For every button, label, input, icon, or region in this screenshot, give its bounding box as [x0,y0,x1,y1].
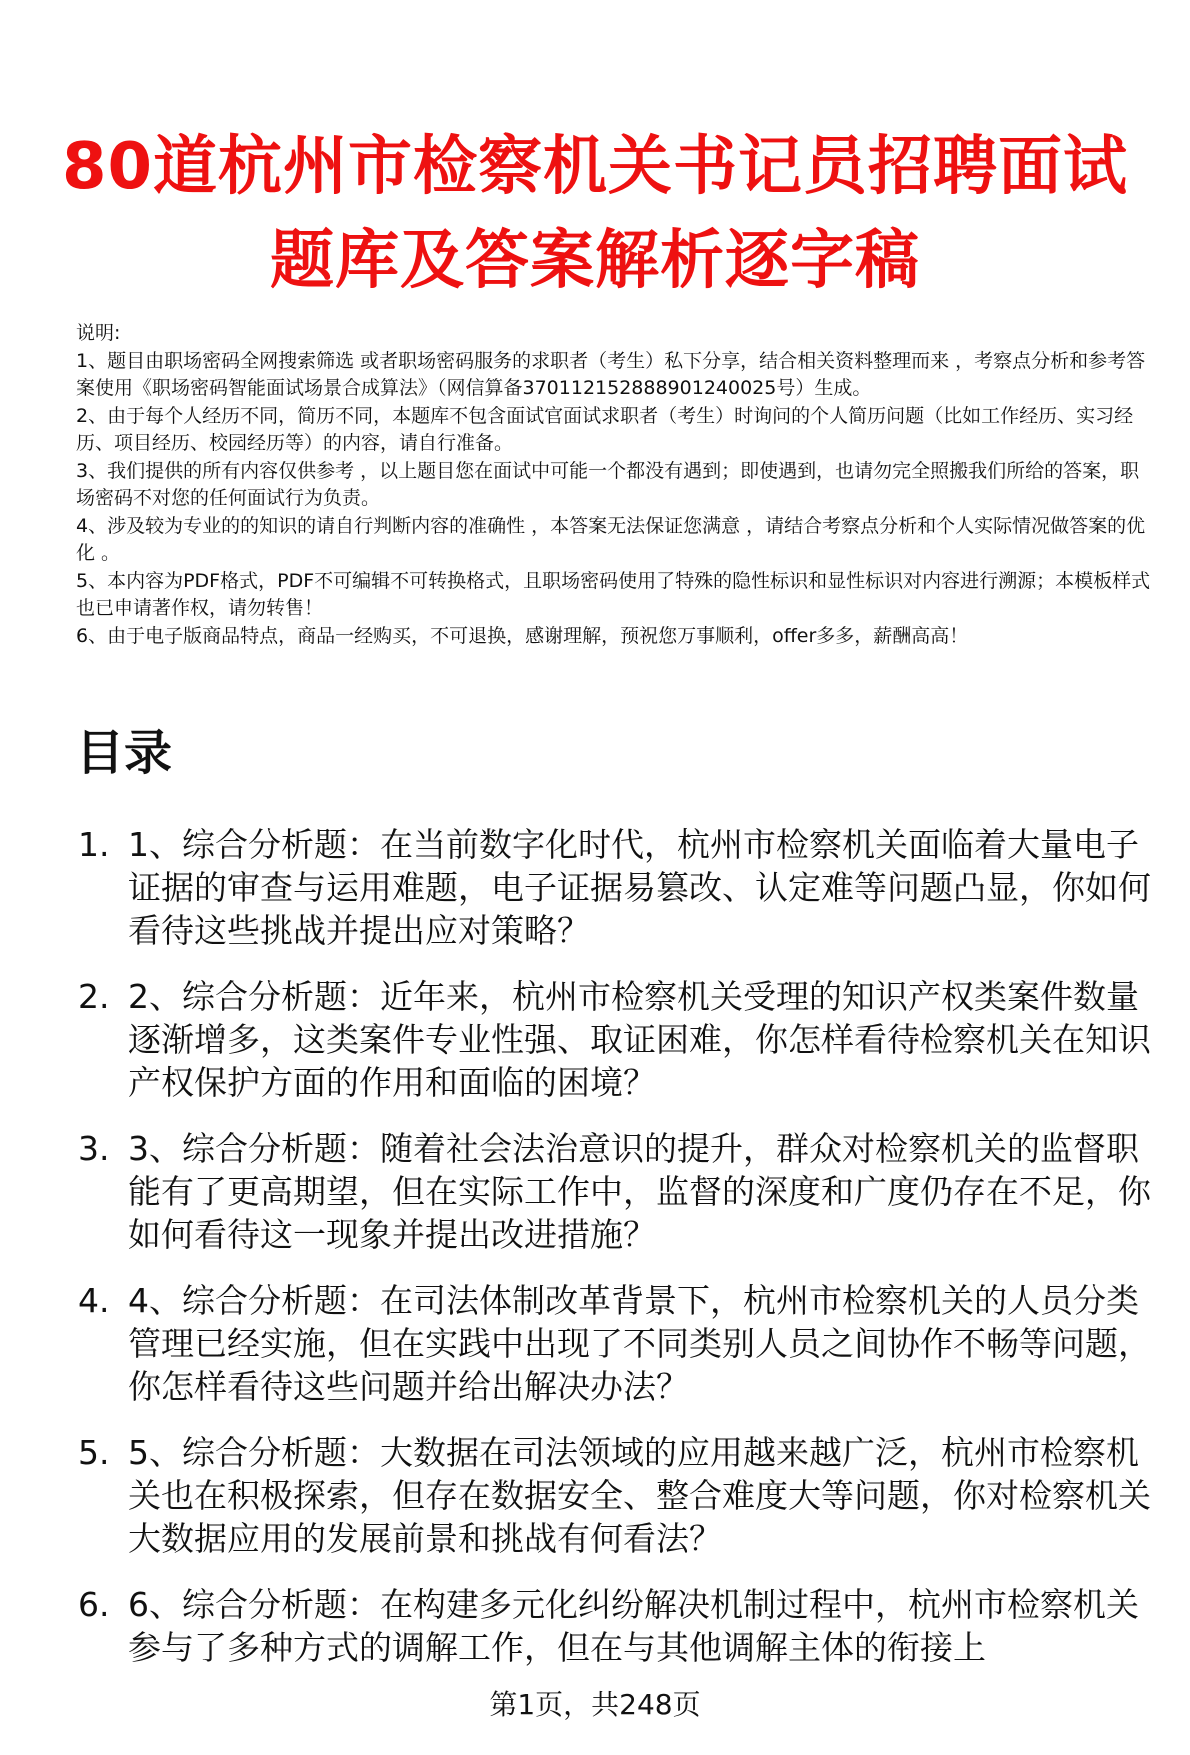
note-item-4: 4、涉及较为专业的的知识的请自行判断内容的准确性 ，本答案无法保证您满意 ，请结合考察点分析和个人实际情况做答案的优化 。 [76,514,1146,564]
toc-item[interactable] [76,1127,1166,1256]
toc-item-number: 2. [78,977,110,1016]
toc-item[interactable] [76,1279,1166,1408]
toc-item-text: 2、综合分析题：近年来，杭州市检察机关受理的知识产权类案件数量逐渐增多，这类案件专业性强、取证困难，你怎样看待检察机关在知识产权保护方面的作用和面临的困境？ [128,977,1151,1102]
toc-item[interactable] [76,975,1166,1104]
note-item-2: 2、由于每个人经历不同，简历不同，本题库不包含面试官面试求职者（考生）时询问的个人简历问题（比如工作经历、实习经历、项目经历、校园经历等）的内容，请自行准备。 [76,404,1134,454]
toc-item-text: 6、综合分析题：在构建多元化纠纷解决机制过程中，杭州市检察机关参与了多种方式的调解工作，但在与其他调解主体的衔接上 [128,1585,1139,1667]
note-item-1: 1、题目由职场密码全网搜索筛选 或者职场密码服务的求职者（考生）私下分享，结合相关资料整理而来 ，考察点分析和参考答案使用《职场密码智能面试场景合成算法》（网信算备370112152888901240025号）生成。 [76,349,1146,399]
toc-item[interactable] [76,1583,1166,1669]
note-item-5: 5、本内容为PDF格式，PDF不可编辑不可转换格式，且职场密码使用了特殊的隐性标识和显性标识对内容进行溯源；本模板样式也已申请著作权，请勿转售！ [76,569,1151,619]
notes-heading: 说明: [76,322,121,344]
toc-item-number: 6. [78,1585,110,1624]
toc-item[interactable] [76,1431,1166,1560]
note-item-6: 6、由于电子版商品特点，商品一经购买，不可退换，感谢理解，预祝您万事顺利，offer多多，薪酬高高！ [76,624,969,647]
document-title: 80道杭州市检察机关书记员招聘面试题库及答案解析逐字稿 [61,130,1129,298]
note-item-3: 3、我们提供的所有内容仅供参考 ，以上题目您在面试中可能一个都没有遇到；即使遇到，也请勿完全照搬我们所给的答案，职场密码不对您的任何面试行为负责。 [76,459,1140,509]
page-number: 第1页，共248页 [489,1688,701,1721]
toc-item-text: 1、综合分析题：在当前数字化时代，杭州市检察机关面临着大量电子证据的审查与运用难题，电子证据易篡改、认定难等问题凸显，你如何看待这些挑战并提出应对策略？ [128,825,1151,950]
toc-item-number: 1. [78,825,110,864]
toc-item-number: 3. [78,1129,110,1168]
toc-item-text: 5、综合分析题：大数据在司法领域的应用越来越广泛，杭州市检察机关也在积极探索，但存在数据安全、整合难度大等问题，你对检察机关大数据应用的发展前景和挑战有何看法？ [128,1433,1151,1558]
notes-section [76,320,1158,650]
toc-item[interactable] [76,823,1166,952]
toc-item-number: 5. [78,1433,110,1472]
toc-heading: 目录 [76,725,173,781]
table-of-contents [76,823,1166,1692]
toc-item-text: 3、综合分析题：随着社会法治意识的提升，群众对检察机关的监督职能有了更高期望，但在实际工作中，监督的深度和广度仍存在不足，你如何看待这一现象并提出改进措施？ [128,1129,1151,1254]
toc-item-number: 4. [78,1281,110,1320]
toc-item-text: 4、综合分析题：在司法体制改革背景下，杭州市检察机关的人员分类管理已经实施，但在实践中出现了不同类别人员之间协作不畅等问题，你怎样看待这些问题并给出解决办法？ [128,1281,1151,1406]
